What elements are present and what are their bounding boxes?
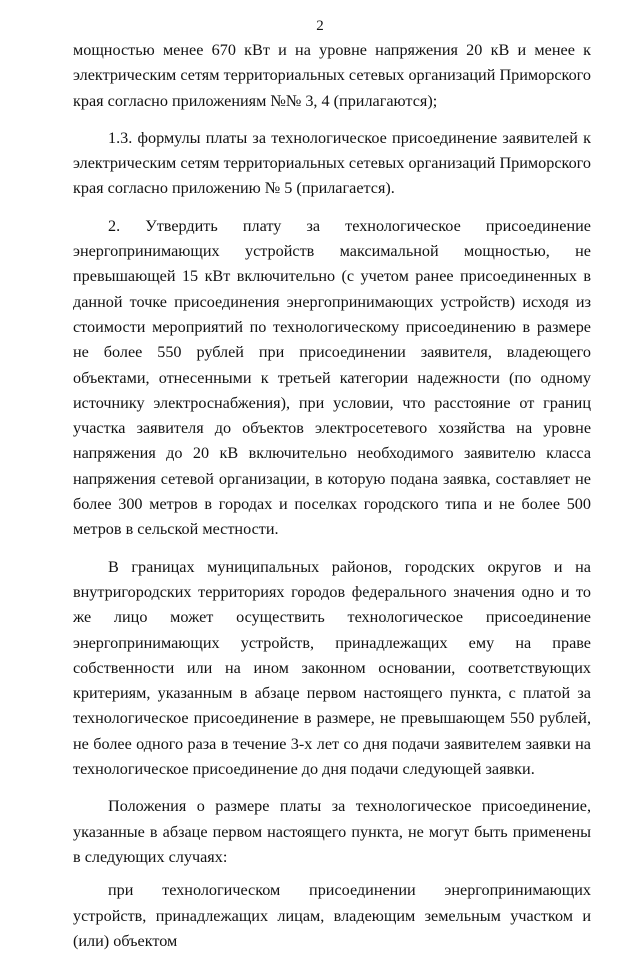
paragraph-exceptions-intro: Положения о размере платы за технологическое присоединение, указанные в абзаце первом настоящего пункта, не могут быть применены в следующих случаях: [73,797,591,866]
page-number: 2 [316,18,324,34]
paragraph-clause-2: 2. Утвердить плату за технологическое присоединение энергопринимающих устройств максимальной мощностью, не превышающей 15 кВт включительно (с учетом ранее присоединенных в данной точке присоединения энергопринимающих устройств) исходя из стоимости мероприятий по технологическому присоединению в размере не более 550 рублей при присоединении заявителя, владеющего объектами, отнесенными к третьей категории надежности (по одному источнику электроснабжения), при условии, что расстояние от границ участка заявителя до объектов электросетевого хозяйства на уровне напряжения до 20 кВ включительно необходимого заявителю класса напряжения сетевой организации, в которую подана заявка, составляет не более 300 метров в городах и поселках городского типа и не более 500 метров в сельской местности. [73,216,591,539]
paragraph-municipal-boundaries: В границах муниципальных районов, городских округов и на внутригородских территориях городов федерального значения одно и то же лицо может осуществить технологическое присоединение энергопринимающих устройств, принадлежащих ему на праве собственности или на ином законном основании, соответствующих критериям, указанным в абзаце первом настоящего пункта, с платой за технологическое присоединение в размере, не превышающем 550 рублей, не более одного раза в течение 3-х лет со дня подачи заявителем заявки на технологическое присоединение до дня подачи следующей заявки. [73,557,591,779]
paragraph-exception-case: при технологическом присоединении энергопринимающих устройств, принадлежащих лицам, владеющим земельным участком и (или) объектом [73,881,591,950]
paragraph-continuation: мощностью менее 670 кВт и на уровне напряжения 20 кВ и менее к электрическим сетям территориальных сетевых организаций Приморского края согласно приложениям №№ 3, 4 (прилагаются); [73,41,591,110]
paragraph-clause-1-3: 1.3. формулы платы за технологическое присоединение заявителей к электрическим сетям территориальных сетевых организаций Приморского края согласно приложению № 5 (прилагается). [73,128,591,198]
document-body [73,38,591,966]
